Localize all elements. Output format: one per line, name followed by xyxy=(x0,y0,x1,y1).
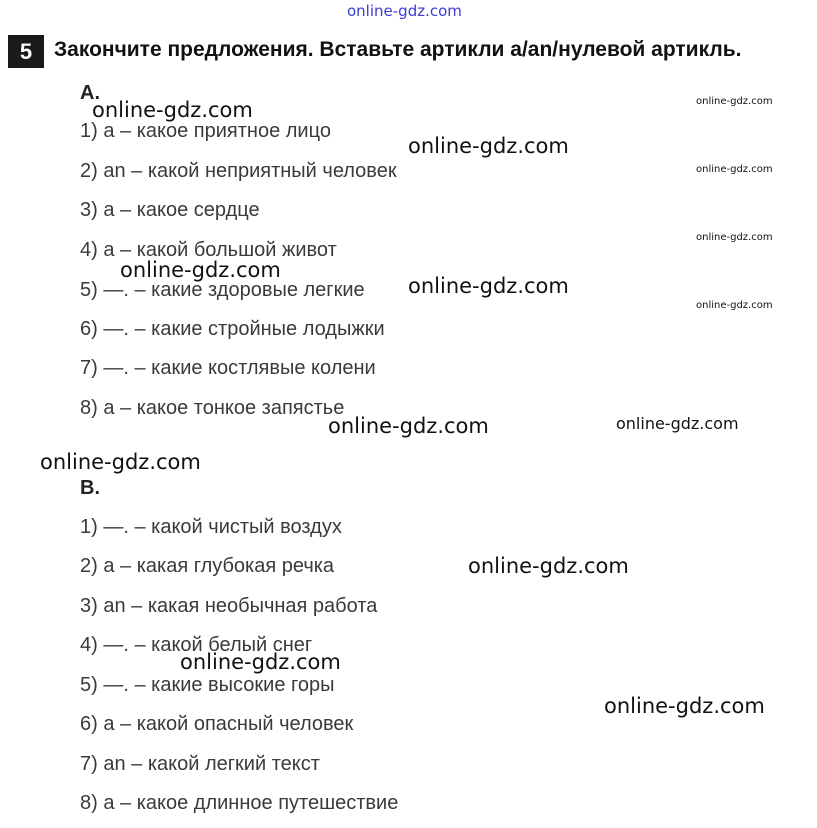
watermark-8: online-gdz.com xyxy=(696,300,773,311)
section-a-label: A. xyxy=(80,82,100,104)
section-b-label: B. xyxy=(80,477,100,499)
header-watermark: online-gdz.com xyxy=(347,2,462,20)
section-b-item-5: 5) —. – какие высокие горы xyxy=(80,674,335,696)
section-b-item-8: 8) a – какое длинное путешествие xyxy=(80,792,399,814)
watermark-12: online-gdz.com xyxy=(468,554,629,578)
watermark-3: online-gdz.com xyxy=(408,134,569,158)
section-b-item-4: 4) —. – какой белый снег xyxy=(80,634,313,656)
watermark-11: online-gdz.com xyxy=(40,450,201,474)
watermark-4: online-gdz.com xyxy=(696,164,773,175)
watermark-6: online-gdz.com xyxy=(120,258,281,282)
section-a-item-6: 6) —. – какие стройные лодыжки xyxy=(80,318,385,340)
task-title: Закончите предложения. Вставьте артикли a/an/нулевой артикль. xyxy=(54,38,742,61)
section-b-item-7: 7) an – какой легкий текст xyxy=(80,753,320,775)
section-b-item-2: 2) a – какая глубокая речка xyxy=(80,555,335,577)
watermark-7: online-gdz.com xyxy=(408,274,569,298)
section-a-item-5: 5) —. – какие здоровые легкие xyxy=(80,279,365,301)
section-a-item-7: 7) —. – какие костлявые колени xyxy=(80,357,376,379)
watermark-9: online-gdz.com xyxy=(616,414,739,433)
section-b-item-3: 3) an – какая необычная работа xyxy=(80,595,378,617)
section-a-item-2: 2) an – какой неприятный человек xyxy=(80,160,397,182)
section-a-item-8: 8) a – какое тонкое запястье xyxy=(80,397,345,419)
watermark-13: online-gdz.com xyxy=(180,650,341,674)
watermark-1: online-gdz.com xyxy=(92,98,253,122)
task-number-badge: 5 xyxy=(8,35,44,68)
watermark-10: online-gdz.com xyxy=(328,414,489,438)
section-a-item-3: 3) a – какое сердце xyxy=(80,199,260,221)
section-b-item-6: 6) a – какой опасный человек xyxy=(80,713,354,735)
watermark-14: online-gdz.com xyxy=(604,694,765,718)
section-a-item-1: 1) a – какое приятное лицо xyxy=(80,120,331,142)
section-a-item-4: 4) a – какой большой живот xyxy=(80,239,337,261)
section-b-item-1: 1) —. – какой чистый воздух xyxy=(80,516,342,538)
watermark-5: online-gdz.com xyxy=(696,232,773,243)
watermark-2: online-gdz.com xyxy=(696,96,773,107)
